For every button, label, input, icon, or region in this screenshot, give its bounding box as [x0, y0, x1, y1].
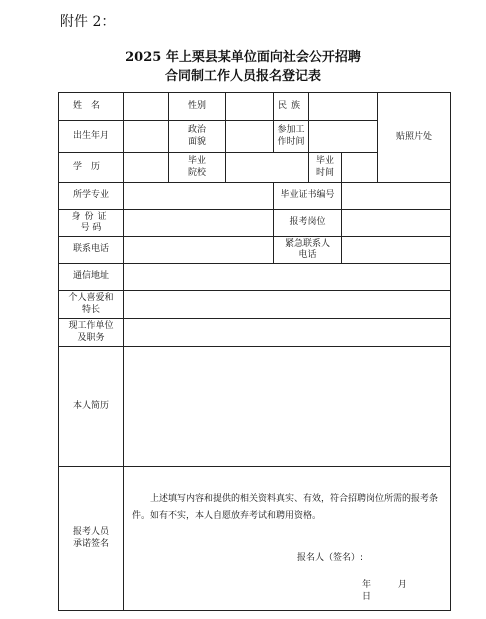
resume-field[interactable] [124, 347, 451, 467]
registration-form-table [58, 92, 451, 611]
signature-label: 报名人（签名）: [297, 553, 364, 563]
cert-no-field[interactable] [342, 183, 451, 210]
form-title-line-2: 合同制工作人员报名登记表 [164, 69, 321, 84]
name-label: 姓名 [59, 93, 124, 121]
hobby-field[interactable] [124, 291, 451, 319]
employer-field[interactable] [124, 319, 451, 347]
phone-label: 联系电话 [59, 237, 124, 264]
id-field[interactable] [124, 210, 274, 237]
major-label: 所学专业 [59, 183, 124, 210]
grad-time-label: 毕业 时间 [309, 153, 342, 183]
emergency-field[interactable] [342, 237, 451, 264]
school-field[interactable] [226, 153, 309, 183]
attachment-label: 附件 2： [60, 14, 116, 30]
birth-field[interactable] [124, 121, 169, 153]
education-field[interactable] [124, 153, 169, 183]
gender-label: 性别 [169, 93, 226, 121]
name-field[interactable] [124, 93, 169, 121]
pledge-text: 上述填写内容和提供的相关资料真实、有效，符合招聘岗位所需的报考条件。如有不实，本人自愿放弃考试和聘用资格。 [132, 494, 439, 521]
resume-label: 本人简历 [59, 347, 124, 467]
address-label: 通信地址 [59, 264, 124, 291]
photo-placeholder[interactable]: 贴照片处 [378, 93, 451, 183]
birth-label: 出生年月 [59, 121, 124, 153]
address-field[interactable] [124, 264, 451, 291]
date-label: 年 月 日 [362, 580, 407, 602]
education-label: 学历 [59, 153, 124, 183]
ethnicity-field[interactable] [309, 93, 378, 121]
form-title-line-1: 2025 年上栗县某单位面向社会公开招聘 [125, 50, 361, 65]
work-start-label: 参加工 作时间 [274, 121, 309, 153]
position-field[interactable] [342, 210, 451, 237]
gender-field[interactable] [226, 93, 274, 121]
id-label: 身份证 号 码 [59, 210, 124, 237]
major-field[interactable] [124, 183, 274, 210]
political-field[interactable] [226, 121, 274, 153]
grad-time-field[interactable] [342, 153, 378, 183]
phone-field[interactable] [124, 237, 274, 264]
position-label: 报考岗位 [274, 210, 342, 237]
emergency-label: 紧急联系人 电话 [274, 237, 342, 264]
ethnicity-label: 民族 [274, 93, 309, 121]
employer-label: 现工作单位 及职务 [59, 319, 124, 347]
pledge-label: 报考人员 承诺签名 [59, 467, 124, 611]
hobby-label: 个人喜爱和 特长 [59, 291, 124, 319]
cert-no-label: 毕业证书编号 [274, 183, 342, 210]
school-label: 毕业 院校 [169, 153, 226, 183]
pledge-cell[interactable] [124, 467, 451, 611]
work-start-field[interactable] [309, 121, 378, 153]
political-label: 政治 面貌 [169, 121, 226, 153]
